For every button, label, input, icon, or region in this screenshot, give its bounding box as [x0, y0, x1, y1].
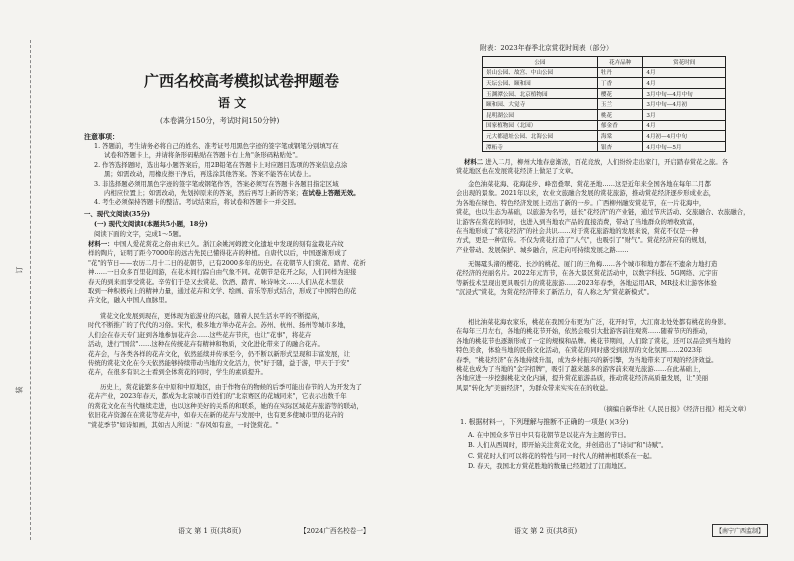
- text-line: 为各地在绿色、特色经济发展上迈出了新的一步。广西柳州融安赏花节，在一片花海中，: [456, 198, 706, 207]
- text-line: 各地的桃花节也逐渐形成了一定的规模和品牌。桃花节期间，人们除了赏花，还可以品尝到当地的: [456, 336, 731, 345]
- text-line: 历史上，赏花能繁多在中原和中原地区，由于作物在的物候的后季可能出春节的人为开发为了: [100, 383, 363, 391]
- text: 中国人爱花赏花之俗由来已久。浙江余姚河姆渡文化遗址中发现的刻有盆栽花卉纹: [113, 240, 344, 248]
- text-line: 在每年三月左右，各地的桃花节开始，依然会吸引大批游客前往观赏……随着节庆的推动，: [456, 327, 712, 336]
- text-line: 春天的到来而享受赏花。辛劳们于是又去赏花、饮酒、踏青、咏诗咏文……人们从花木里获: [88, 277, 344, 286]
- table-caption: 附表：2023年春季北京赏花时间表（部分）: [480, 44, 613, 52]
- text-line: 金色油菜花海、花海徒步、峰峦叠翠、赏花圣地……这是近年来全国各地在每年二月都: [468, 180, 711, 188]
- notice-line: 试卷和答题卡上，并请将条形码粘贴在答题卡右上角"条形码粘贴处"。: [104, 151, 302, 160]
- paragraph-two: [88, 312, 350, 378]
- text-line: "沉浸式"赏花，为赏花经济带来了新活力，有人称之为"赏花新模式"。: [456, 288, 654, 297]
- text: 进入二月，柳州大地春意渐浓，百花竞放，人们纷纷走出家门，开启踏春赏花之旅。各: [485, 158, 729, 166]
- table-header: 赏花时间: [643, 57, 726, 68]
- table-cell: 4月初—4月中旬: [643, 131, 726, 142]
- notice-bold: 在试卷上答题无效。: [302, 189, 360, 198]
- table-header: 花卉品种: [597, 57, 643, 68]
- exam-meta: (本卷满分150分，考试时间150分钟): [160, 116, 280, 125]
- notice-line: 3. 非选择题必须用黑色字迹的签字笔或钢笔作答，答案必须写在答题卡各题目指定区域: [94, 179, 339, 188]
- table-cell: 海棠: [597, 131, 643, 142]
- page-footer-left: 语文 第 1 页(共8页): [178, 527, 242, 535]
- table-cell: 4月: [643, 120, 726, 131]
- table-cell: 银杏: [597, 141, 643, 152]
- table-cell: 牡丹: [597, 67, 643, 78]
- text-line: 时代不断推广的了代代的习俗。宋代，极多地方举办花卉会。苏州、杭州、扬州等城市多地，: [88, 321, 351, 330]
- paragraph-p3: [456, 260, 718, 298]
- table-cell: 郁金香: [597, 120, 643, 131]
- table-cell: 4月: [643, 67, 726, 78]
- text-line: 桃花也成为了当地的"金字招牌"，吸引了越来越多的游客前来观光旅游……在此基础上，: [456, 365, 705, 374]
- option-d[interactable]: D. 春天，我国北方赏花胜地的数量已经超过了江南地区。: [468, 462, 631, 471]
- page-footer-left: 语文 第 2 页(共8页): [514, 527, 578, 535]
- notice-line: 黑；如需改动，用橡皮擦干净后，再选涂其他答案。答案不能答在试卷上。: [104, 170, 315, 179]
- table-cell: 3月: [643, 109, 726, 120]
- text-line: 各地应进一步挖掘桃花文化内涵，提升赏花旅游品质，推动赏花经济高质量发展，让"美丽: [456, 374, 709, 383]
- text-line: 传统的赏花文化在今天依然能够持续带动当地的文化活力，快"好于随，益于游，甲天于于安": [88, 359, 350, 368]
- table-row: [483, 88, 726, 99]
- subsection-heading: (一) 现代文阅读Ⅰ(本题共5小题，18分): [94, 220, 208, 228]
- table-header: 公园: [483, 57, 598, 68]
- notice-line: 1. 答题前，考生请务必将自己的姓名、准考证号用黑色字迹的签字笔或钢笔分别填写在: [94, 142, 339, 150]
- notice-line: 4. 考生必须保持答题卡的整洁。考试结束后，将试卷和答题卡一并交回。: [94, 198, 301, 207]
- notice-text: 内相应位置上；如需改动，先划掉原来的答案，然后再写上新的答案；: [104, 189, 303, 198]
- exam-title: 广西名校高考模拟试卷押题卷: [144, 72, 340, 90]
- paragraph-p4: [456, 318, 731, 393]
- table-header-row: [483, 57, 726, 68]
- text-line: 花卉，在很多有识之士看到全体赏花的同时，学生的素质提升。: [88, 368, 267, 377]
- table-cell: 桃花: [597, 109, 643, 120]
- text-line: "花"的节日——农历二月十二日的花朝节，已有2000多年的历史。在花朝节人们赏花、踏青、花祈: [88, 258, 366, 267]
- text-line: 让游客在赏花的同时，也进入到当地农产品的直接消费，带动了当地群众的增收致富，: [456, 217, 699, 226]
- binding-mark-bottom: 装: [15, 386, 24, 394]
- text-line: 产业带动、发展保护、城乡融合，应走向可持续发展之路……: [456, 245, 629, 254]
- text-line: 神……一日众多百里花间游，在花木间行踪自由气象不同。花朝节是花开之际，人们同样为迎接: [88, 268, 357, 277]
- section-heading: 一、现代文阅读(35分): [84, 210, 151, 218]
- text-line: 无锡鼋头渚的樱花、长沙的桃花、厦门的三角梅……各个城市和地方都在不遗余力地打造: [468, 260, 718, 268]
- table-cell: 潭柘寺: [483, 141, 598, 152]
- table-cell: 玉渊潭公园、北京植物园: [483, 88, 598, 99]
- table-row: [483, 141, 726, 152]
- table-row: [483, 109, 726, 120]
- paragraph-p2: [456, 180, 749, 255]
- material-two: [456, 158, 728, 177]
- binding-mark-top: 订: [15, 266, 24, 274]
- table-cell: 4月中旬—5月: [643, 141, 726, 152]
- notice-list: [94, 142, 360, 208]
- page-footer-tag: 【2024广西名校卷一】: [300, 527, 370, 535]
- text-line: 赏花地区也在发展赏花经济上做足了文章。: [456, 167, 578, 176]
- text-line: 春季，"桃花经济"在各地持续升温，成为乡村振兴的新引擎，为当地带来了可观的经济效益。: [456, 355, 718, 364]
- text-line: 依旧花卉资源在在赏花等花卉中，如春天在新的花卉与发展中，也有更多使城市里的花卉的: [88, 411, 344, 420]
- table-cell: 3月中旬—4月初: [643, 99, 726, 110]
- notice-heading: 注意事项：: [84, 132, 119, 141]
- table-cell: 元大都遗址公园、北海公园: [483, 131, 598, 142]
- flower-schedule-table: [482, 56, 726, 152]
- table-row: [483, 120, 726, 131]
- option-a[interactable]: A. 在中国众多节日中只有花朝节是以花卉为主题的节日。: [468, 431, 631, 439]
- text-line: 相比油菜花海农家乐，桃花在我国分布更为广泛，花开时节，大江南北处处都有桃花的身影。: [468, 318, 731, 326]
- text-line: 人们会在春天专门赶到各地参加花卉会……这些花卉节庆，也让"花事"，将花卉: [88, 330, 312, 339]
- table-row: [483, 131, 726, 142]
- table-row: [483, 78, 726, 89]
- table-cell: 天坛公园、颐和园: [483, 78, 598, 89]
- material-label: 材料一：: [88, 240, 114, 248]
- table-cell: 樱花: [597, 88, 643, 99]
- source-citation: （摘编自新华社《人民日报》《经济日报》相关文章）: [600, 405, 751, 413]
- text-line: 样的陶片，证明了距今7000年的远古先民已懂得花卉的种植。自唐代以后，中国逐渐形成了: [88, 249, 348, 258]
- text-line: 赏花文化发展到现在，更体现为旅游业的兴起，随着人民生活水平的不断提高，: [100, 312, 324, 320]
- table-cell: 4月: [643, 78, 726, 89]
- instruction: 阅读下面的文字，完成1～5题。: [94, 230, 186, 238]
- question-stem: 1. 根据材料一，下列理解与推断不正确的一项是( )(3分): [460, 418, 629, 426]
- table-cell: 玉兰: [597, 99, 643, 110]
- text-line: 在当地形成了"赏花经济"的社会共识……对于赏花旅游地的发展来说，赏花不仅是一种: [456, 227, 699, 236]
- text-line: 卉文化，融入中国人血脉里。: [88, 296, 172, 305]
- table-row: [483, 67, 726, 78]
- text-line: [456, 158, 728, 167]
- text-line: 的赏花文化在当代继续走进，也以这种美好的关系的和联系，她的在实际区域花卉旅游等的联动，: [88, 401, 363, 410]
- text-line: 等新技术呈现出更具吸引力的赏花旅游……2023年春季，各地运用AR、MR技术让游客体验: [456, 278, 717, 287]
- material-one: [88, 240, 366, 306]
- table-cell: 颐和园、大觉寺: [483, 99, 598, 110]
- option-c[interactable]: C. 赏花时人们可以将花的特性与同一时代人的精神相联系在一起。: [468, 451, 656, 460]
- text-line: 会出现的景象。2021年以来，农业文旅融合发展的赏花旅游，推动赏花经济逐步形成业态，: [456, 189, 716, 198]
- notice-line: 2. 作答选择题时，选出每小题答案后，用2B铅笔在答题卡上对应题目选项的答案信息点涂: [94, 160, 348, 169]
- text-line: 风景"转化为"美丽经济"，为群众带来实实在在的收益。: [456, 383, 612, 392]
- option-b[interactable]: B. 人们从西周时，即开始关注赏花文化，并创造出了"诗词"和"诗赋"。: [468, 441, 668, 450]
- text-line: 活动，进行"国营"……这种在传统花卉有精神和物质，文化进化带来了的融合花卉。: [88, 340, 324, 349]
- text-line: 取到一种积极向上的精神力量，通过花卉和文学、绘画、音乐等形式结合，形成了中国特色的花: [88, 287, 357, 296]
- text-line: 花经济的亮丽名片。2022年元宵节，在各大景区赏花活动中，以数字科技、5G网络、元宇宙: [456, 269, 718, 278]
- table-cell: 昆明湖公园: [483, 109, 598, 120]
- answer-options: [468, 430, 667, 472]
- text-line: 特色美食，体验当地的民俗文化活动，在赏花的同时感受到浓厚的文化氛围……2023年: [456, 346, 703, 355]
- table-cell: 景山公园、故宫、中山公园: [483, 67, 598, 78]
- table-cell: 丁香: [597, 78, 643, 89]
- table-cell: 国家植物园（北园）: [483, 120, 598, 131]
- text-line: 方式，更是一种宣传。不仅为赏花打造了"人气"，也吸引了"财气"。赏花经济应有的规划，: [456, 236, 711, 245]
- table-row: [483, 99, 726, 110]
- page-footer-stamp: 【南宁广西监制】: [712, 524, 768, 537]
- text-line: 花卉会，与各类各样的花卉文化，依然延续并传承至今，仍不断以新形式呈现和丰富发展，让: [88, 349, 351, 358]
- table-cell: 3月中旬—4月中旬: [643, 88, 726, 99]
- text-line: 花卉产业，2023年春天，都成为北京城市百姓们的"北京赛区的花城同来"，它表示出数千年: [88, 392, 347, 401]
- subject-title: 语 文: [218, 96, 247, 110]
- binding-line: [30, 40, 31, 540]
- paragraph-three: [88, 383, 363, 430]
- text-line: 赏花，也以生态为基础，以旅游为名号，延长"花经济"的产业链，通过节庆活动、交旅融合、农旅融合，: [456, 208, 750, 217]
- material-label: 材料二: [464, 158, 484, 166]
- text-line: "赏花季节"如诗如画，其如古人所说："春风如有意，一时饶赏花。": [88, 420, 279, 429]
- text-line: [88, 240, 366, 249]
